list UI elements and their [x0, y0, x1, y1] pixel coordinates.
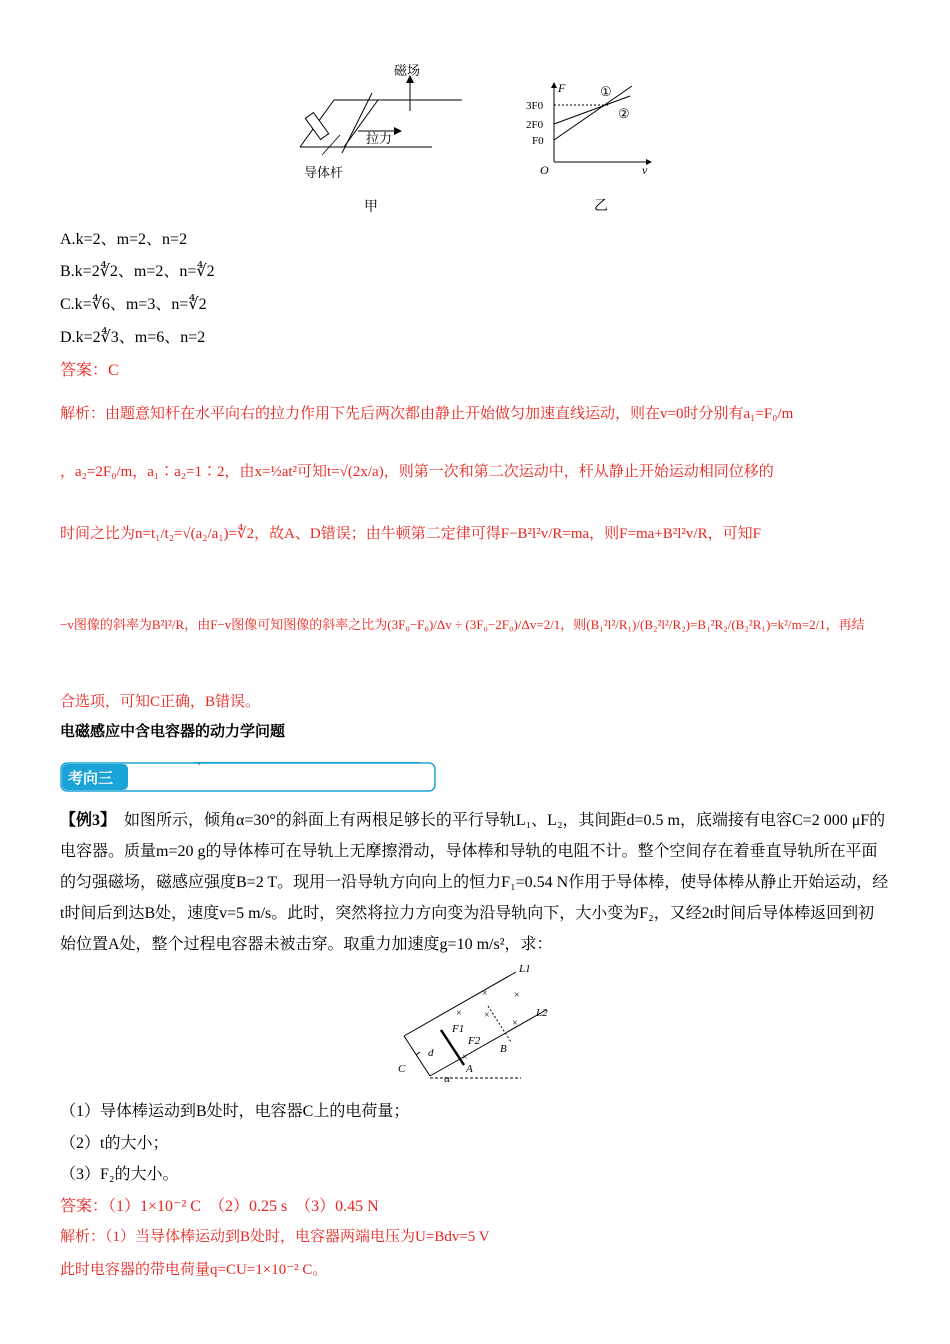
figure-example	[396, 960, 556, 1084]
figure-yi	[520, 78, 670, 218]
axis-y-label: F	[558, 81, 566, 95]
force-label: 拉力	[366, 132, 393, 147]
svg-text:×: ×	[462, 1052, 468, 1063]
analysis-1-line-3: 时间之比为n=t₁/t₂=√(a₂/a₁)=∜2，故A、D错误；由牛顿第二定律可得F−B²l²v/R=ma，则F=ma+B²l²v/R，可知F	[60, 526, 761, 542]
svg-text:×: ×	[456, 1008, 462, 1019]
section-title: 电磁感应中含电容器的动力学问题	[60, 722, 286, 740]
tag-label: 考向三	[68, 769, 114, 787]
tick-3f0: 3F0	[526, 100, 544, 112]
label-C: C	[398, 1063, 406, 1075]
section-tag	[60, 762, 436, 792]
label-L1: L1	[519, 963, 531, 975]
line-2-label: ②	[618, 106, 630, 121]
answer-2: 答案：（1）1×10⁻² C （2）0.25 s （3）0.45 N	[60, 1196, 379, 1215]
tick-f0: F0	[532, 135, 544, 147]
analysis-2-line-2: 此时电容器的带电荷量q=CU=1×10⁻² C。	[60, 1262, 328, 1278]
option-c: C.k=∜6、m=3、n=∜2	[60, 296, 207, 313]
option-b: B.k=2∜2、m=2、n=∜2	[60, 263, 215, 280]
label-F1: F1	[452, 1023, 465, 1035]
question-3: （3）F₂的大小。	[60, 1166, 179, 1183]
analysis-2-line-1: 解析：（1）当导体棒运动到B处时，电容器两端电压为U=Bdv=5 V	[60, 1227, 490, 1245]
caption-jia: 甲	[364, 199, 378, 215]
figure-jia-diagram	[290, 55, 480, 215]
figure-jia	[290, 55, 480, 215]
analysis-1-line-1: 解析：由题意知杆在水平向右的拉力作用下先后两次都由静止开始做匀加速直线运动，则在v=0时分别有a₁=F₀/m	[60, 404, 794, 422]
incline-diagram	[396, 960, 556, 1084]
label-alpha: α	[444, 1073, 450, 1084]
question-1: （1）导体棒运动到B处时，电容器C上的电荷量；	[60, 1103, 410, 1120]
axis-x-label: v	[642, 163, 648, 177]
caption-yi: 乙	[594, 198, 608, 214]
label-L2: L2	[536, 1007, 548, 1019]
label-d: d	[428, 1047, 434, 1059]
rod-label: 导体杆	[304, 166, 344, 181]
figure-yi-graph	[520, 78, 670, 218]
origin-label: O	[540, 163, 549, 177]
label-B: B	[500, 1043, 507, 1055]
svg-text:×: ×	[484, 1010, 490, 1021]
tag-banner	[60, 762, 436, 792]
analysis-1-line-5: 合选项，可知C正确，B错误。	[60, 694, 261, 710]
answer-1: 答案：C	[60, 360, 119, 379]
analysis-1-line-2: ，a₂=2F₀/m，a₁∶a₂=1∶2，由x=½at²可知t=√(2x/a)，则第一次和第二次运动中，杆从静止开始运动相同位移的	[60, 464, 774, 480]
label-F2: F2	[468, 1035, 481, 1047]
label-A: A	[466, 1063, 473, 1075]
option-d: D.k=2∜3、m=6、n=2	[60, 329, 206, 346]
option-a: A.k=2、m=2、n=2	[60, 231, 188, 248]
example-3: 【例3】 如图所示，倾角α=30°的斜面上有两根足够长的平行导轨L₁、L₂，其间距d=0.5 m，底端接有电容C=2 000 μF的电容器。质量m=20 g的导体棒可在导轨上无摩擦滑动，导体棒和导轨的电阻不计。整个空间存在着垂直导轨所在平面的匀强磁场，磁感应强度B=2 T。现用一沿导轨方向向上的恒力F₁=0.54 N作用于导体棒，使导体棒从静止开始运动，经t时间后到达B处，速度v=5 m/s。此时，突然将拉力方向变为沿导轨向下，大小变为F₂，又经2t时间后导体棒返回到初始位置A处，整个过程电容器未被击穿。取重力加速度g=10 m/s²，求：	[60, 812, 889, 953]
question-2: （2）t的大小；	[60, 1135, 169, 1152]
line-1-label: ①	[600, 84, 612, 99]
field-label: 磁场	[394, 64, 421, 79]
svg-text:×: ×	[512, 1018, 518, 1029]
svg-text:×: ×	[514, 990, 520, 1001]
tick-2f0: 2F0	[526, 119, 544, 131]
svg-text:×: ×	[482, 988, 488, 999]
analysis-1-line-4: −v图像的斜率为B²l²/R，由F−v图像可知图像的斜率之比为(3F₀−F₀)/Δv ÷ (3F₀−2F₀)/Δv=2/1，则(B₁²l²/R₁)/(B₂²l²/R₂)=B₁²R₂/(B₂²R₁)=k²/m=2/1，再结	[60, 617, 865, 632]
